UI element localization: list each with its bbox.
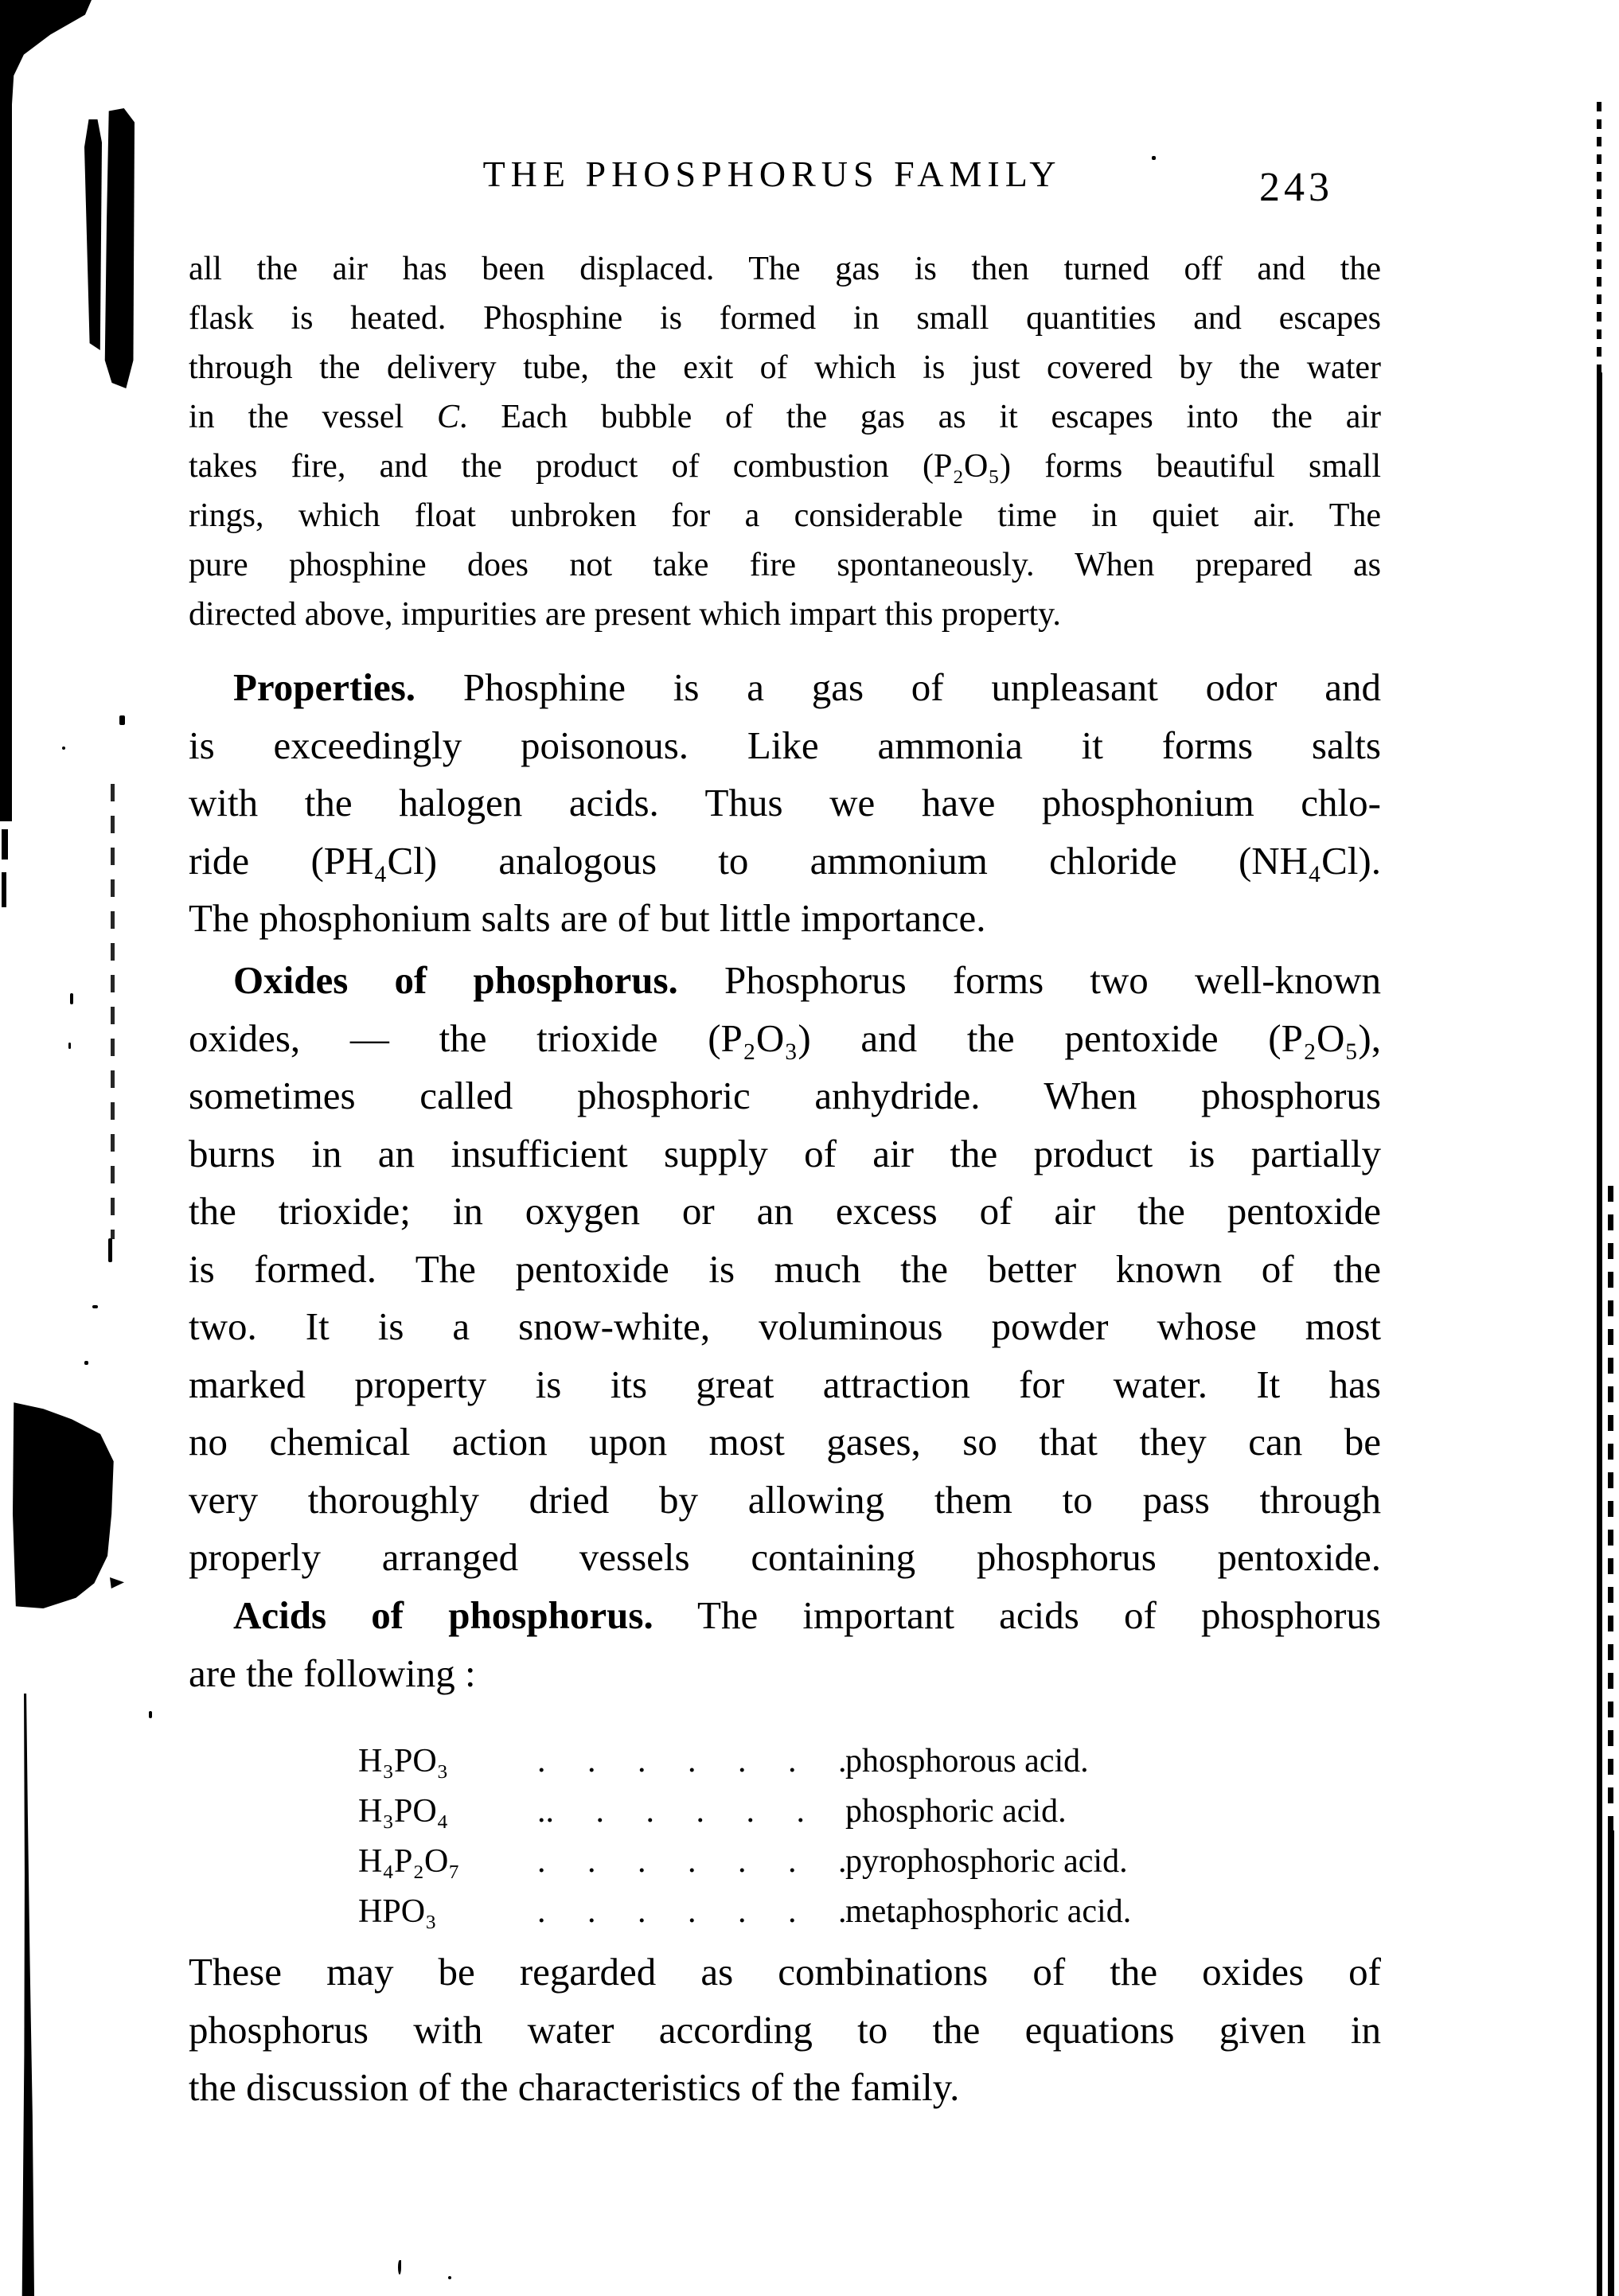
section-heading-properties: Properties. bbox=[233, 665, 416, 709]
scan-bar-left-bottom bbox=[20, 1694, 34, 2296]
text-line bbox=[189, 952, 1381, 1010]
text-line: two. It is a snow-white, voluminous powder whose most bbox=[189, 1304, 1381, 1348]
text-run: The important acids of phosphorus bbox=[697, 1593, 1382, 1637]
scan-speck bbox=[398, 2260, 401, 2275]
text-line: is formed. The pentoxide is much the better known of the bbox=[189, 1246, 1381, 1291]
text-line: rings, which float unbroken for a considerable time in quiet air. The bbox=[189, 497, 1381, 534]
text-line: is exceedingly poisonous. Like ammonia it forms salts bbox=[189, 723, 1381, 767]
text-line: burns in an insufficient supply of air the product is partially bbox=[189, 1131, 1381, 1175]
acid-formula: H₃PO₃ bbox=[358, 1743, 449, 1779]
acid-name: metaphosphoric acid. bbox=[845, 1893, 1132, 1930]
text-line: all the air has been displaced. The gas is then turned off and the bbox=[189, 251, 1381, 287]
acid-formula: H₄P₂O₇ bbox=[358, 1843, 460, 1880]
text-line: The phosphonium salts are of but little importance. bbox=[189, 896, 986, 940]
acid-name: phosphoric acid. bbox=[845, 1793, 1067, 1830]
text-line: with the halogen acids. Thus we have phosphonium chlo- bbox=[189, 781, 1381, 824]
dot-leaders: . . . . . . . bbox=[537, 1743, 847, 1779]
text-line: the discussion of the characteristics of the family. bbox=[189, 2065, 960, 2109]
paragraph-intro bbox=[189, 244, 1381, 639]
text-line: ride (PH₄Cl) analogous to ammonium chloride (NH₄Cl). bbox=[189, 838, 1381, 883]
scan-speck bbox=[119, 715, 125, 725]
text-line: through the delivery tube, the exit of which is just covered by the water bbox=[189, 349, 1381, 386]
scan-speck bbox=[149, 1711, 152, 1718]
vessel-label: C bbox=[436, 399, 459, 435]
text-line: marked property is its great attraction for water. It has bbox=[189, 1362, 1381, 1406]
text-line bbox=[189, 659, 1381, 717]
page-number: 243 bbox=[1259, 165, 1333, 210]
running-head-title: THE PHOSPHORUS FAMILY bbox=[482, 154, 1062, 194]
text-line: very thoroughly dried by allowing them to pass through bbox=[189, 1477, 1381, 1522]
paragraph-acids bbox=[189, 1587, 1381, 1702]
scan-speck bbox=[448, 2276, 451, 2279]
text-line: These may be regarded as combinations of the oxides of bbox=[189, 1950, 1381, 1994]
paragraph-properties bbox=[189, 659, 1381, 948]
text-line: oxides, — the trioxide (P₂O₃) and the pentoxide (P₂O₅), bbox=[189, 1015, 1381, 1060]
text-run: . Each bubble of the gas as it escapes into the air bbox=[458, 399, 1381, 435]
text-line: pure phosphine does not take fire spontaneously. When prepared as bbox=[189, 547, 1381, 583]
text-line: flask is heated. Phosphine is formed in small quantities and escapes bbox=[189, 300, 1381, 337]
text-line: the trioxide; in oxygen or an excess of air the pentoxide bbox=[189, 1189, 1381, 1233]
scan-line-left-edge-dash bbox=[2, 829, 8, 860]
scan-line-right-edge-outer bbox=[1597, 372, 1602, 2296]
acid-row bbox=[358, 1787, 1385, 1837]
scan-line-right-edge-inner bbox=[1608, 1830, 1614, 2296]
text-run: Phosphorus forms two well-known bbox=[724, 958, 1382, 1002]
scan-smudge-left-upper-a bbox=[84, 119, 102, 350]
scan-speck bbox=[108, 1238, 112, 1262]
acid-list bbox=[358, 1737, 1385, 1937]
section-heading-acids: Acids of phosphorus. bbox=[233, 1593, 653, 1637]
text-run: in the vessel bbox=[189, 399, 437, 435]
scan-line-left-edge bbox=[0, 0, 12, 821]
scan-line-right-edge-outer-dashed bbox=[1597, 102, 1601, 372]
scan-speck bbox=[70, 993, 73, 1004]
dot-leaders: . . . . . . . bbox=[537, 1843, 847, 1880]
text-line: directed above, impurities are present which impart this property. bbox=[189, 596, 1061, 633]
scan-smudge-left-middle bbox=[13, 1398, 115, 1608]
section-heading-oxides: Oxides of phosphorus. bbox=[233, 958, 678, 1002]
acid-formula: HPO₃ bbox=[358, 1893, 437, 1930]
text-line: are the following : bbox=[189, 1651, 476, 1695]
scan-speck bbox=[68, 1043, 71, 1049]
dot-leaders: .. . . . . . . bbox=[537, 1793, 855, 1830]
text-line: no chemical action upon most gases, so that they can be bbox=[189, 1420, 1381, 1464]
acid-row bbox=[358, 1837, 1385, 1887]
acid-row bbox=[358, 1737, 1385, 1787]
text-run: Phosphine is a gas of unpleasant odor and bbox=[462, 665, 1382, 709]
scan-smudge-left-upper-b bbox=[104, 108, 135, 388]
text-line bbox=[189, 1587, 1381, 1645]
scan-speck bbox=[41, 1592, 51, 1596]
scan-smudge-top-left-corner bbox=[0, 0, 92, 105]
text-line bbox=[189, 392, 1381, 442]
acid-name: phosphorous acid. bbox=[845, 1743, 1089, 1779]
acid-formula: H₃PO₄ bbox=[358, 1793, 449, 1830]
scan-smudge-left-middle-tip bbox=[110, 1577, 124, 1588]
scan-speck bbox=[1152, 156, 1156, 160]
dot-leaders: . . . . . . . . bbox=[537, 1893, 897, 1930]
text-line: takes fire, and the product of combustion (P₂O₅) forms beautiful small bbox=[189, 448, 1381, 485]
scan-speck bbox=[92, 1305, 98, 1308]
acid-name: pyrophosphoric acid. bbox=[845, 1843, 1128, 1880]
text-line: sometimes called phosphoric anhydride. When phosphorus bbox=[189, 1074, 1381, 1117]
scan-line-left-edge-dash bbox=[2, 872, 6, 907]
paragraph-closing bbox=[189, 1943, 1381, 2117]
text-line: properly arranged vessels containing phosphorus pentoxide. bbox=[189, 1535, 1381, 1579]
scan-dashed-line-left bbox=[111, 784, 115, 1239]
scan-speck bbox=[84, 1361, 88, 1365]
paragraph-oxides bbox=[189, 952, 1381, 1587]
acid-row bbox=[358, 1887, 1385, 1937]
scan-line-right-edge-inner-dashed bbox=[1608, 1186, 1613, 1830]
scan-speck bbox=[62, 746, 65, 750]
text-line: phosphorus with water according to the equations given in bbox=[189, 2007, 1381, 2052]
